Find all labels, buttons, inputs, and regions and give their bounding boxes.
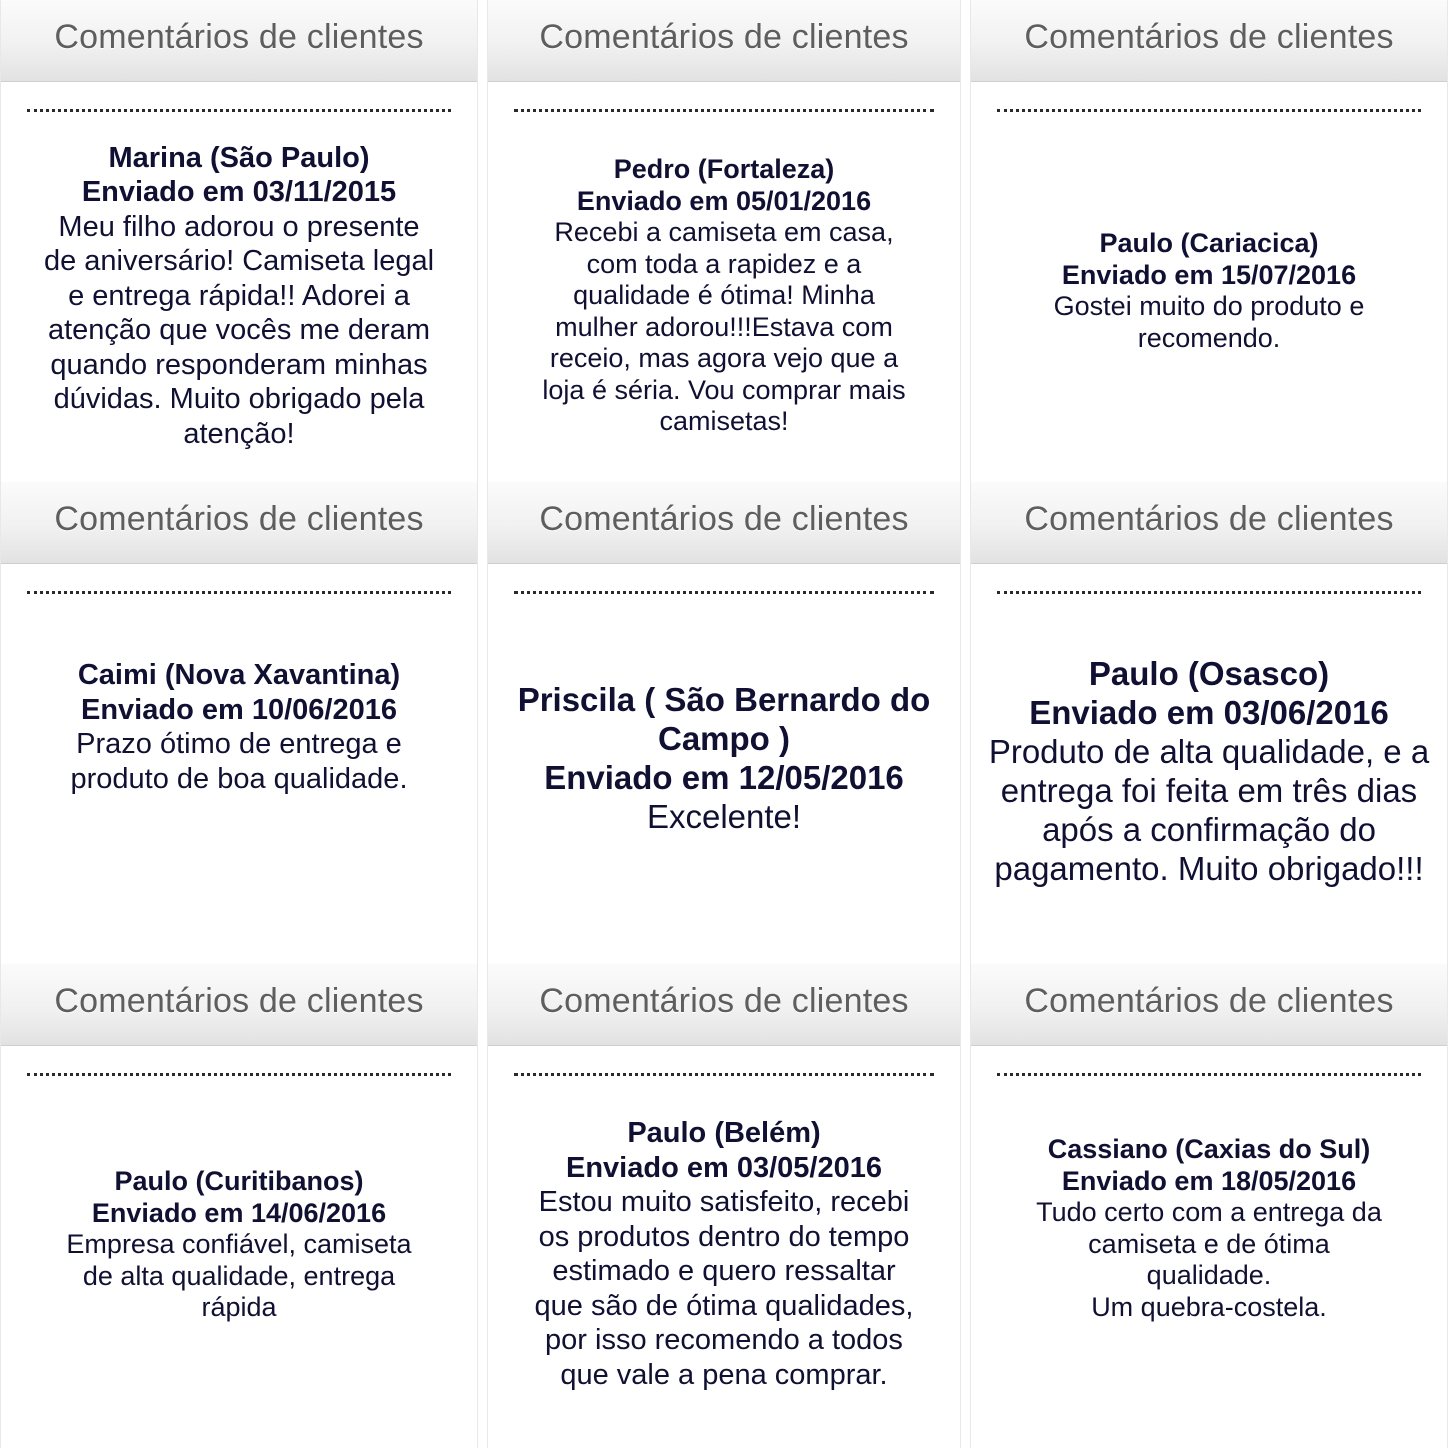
review-body bbox=[991, 1084, 1427, 1438]
reviewer-name: Pedro (Fortaleza) bbox=[613, 154, 835, 185]
reviewer-name: Cassiano (Caxias do Sul) bbox=[1047, 1134, 1371, 1164]
card-title: Comentários de clientes bbox=[539, 500, 909, 538]
review-body bbox=[508, 602, 940, 954]
review-body bbox=[21, 1084, 457, 1438]
card-header bbox=[1, 964, 477, 1046]
dotted-divider bbox=[514, 1073, 934, 1077]
reviewer-name: Marina (São Paulo) bbox=[108, 141, 370, 174]
review-body bbox=[498, 1084, 950, 1438]
card-header bbox=[1, 0, 477, 82]
review-body bbox=[991, 120, 1427, 472]
card-header bbox=[488, 482, 960, 564]
review-body bbox=[21, 120, 457, 472]
card-title: Comentários de clientes bbox=[1024, 500, 1394, 538]
dotted-divider bbox=[514, 109, 934, 113]
dotted-divider bbox=[997, 109, 1421, 113]
reviewer-name: Paulo (Cariacica) bbox=[1099, 228, 1319, 258]
card-title: Comentários de clientes bbox=[539, 982, 909, 1020]
dotted-divider bbox=[997, 591, 1421, 595]
review-date: Enviado em 10/06/2016 bbox=[81, 693, 397, 726]
dotted-divider bbox=[27, 1073, 451, 1077]
review-body bbox=[21, 602, 457, 954]
review-card bbox=[0, 0, 478, 482]
review-card bbox=[970, 482, 1448, 964]
review-card bbox=[970, 964, 1448, 1448]
card-title: Comentários de clientes bbox=[1024, 982, 1394, 1020]
review-date: Enviado em 14/06/2016 bbox=[91, 1197, 387, 1228]
review-card bbox=[0, 482, 478, 964]
review-text: Tudo certo com a entrega da camiseta e de ótima qualidade. Um quebra-costela. bbox=[1036, 1197, 1382, 1322]
review-text: Prazo ótimo de entrega e produto de boa qualidade. bbox=[70, 728, 408, 795]
card-header bbox=[1, 482, 477, 564]
dotted-divider bbox=[514, 591, 934, 595]
review-body bbox=[977, 602, 1441, 954]
review-text: Gostei muito do produto e recomendo. bbox=[1053, 291, 1365, 353]
dotted-divider bbox=[27, 109, 451, 113]
card-header bbox=[488, 964, 960, 1046]
review-text: Recebi a camiseta em casa, com toda a rapidez e a qualidade é ótima! Minha mulher adorou!!!Estava com receio, mas agora vejo que a loja é séria. Vou comprar mais camisetas! bbox=[542, 217, 906, 437]
review-date: Enviado em 18/05/2016 bbox=[1061, 1165, 1357, 1196]
review-date: Enviado em 03/05/2016 bbox=[566, 1151, 882, 1184]
reviewer-name: Paulo (Curitibanos) bbox=[114, 1166, 364, 1196]
review-card bbox=[970, 0, 1448, 482]
review-date: Enviado em 15/07/2016 bbox=[1061, 259, 1357, 290]
card-title: Comentários de clientes bbox=[54, 18, 424, 56]
review-body bbox=[508, 120, 940, 472]
review-date: Enviado em 05/01/2016 bbox=[576, 185, 872, 216]
review-text: Produto de alta qualidade, e a entrega foi feita em três dias após a confirmação do pagamento. Muito obrigado!!! bbox=[988, 733, 1430, 887]
review-card bbox=[487, 0, 961, 482]
review-card bbox=[487, 964, 961, 1448]
review-text: Excelente! bbox=[646, 798, 802, 835]
reviewer-name: Paulo (Osasco) bbox=[1088, 655, 1330, 692]
review-text: Estou muito satisfeito, recebi os produtos dentro do tempo estimado e quero ressaltar que são de ótima qualidades, por isso recomendo a todos que vale a pena comprar. bbox=[534, 1186, 914, 1391]
card-title: Comentários de clientes bbox=[54, 982, 424, 1020]
review-card bbox=[487, 482, 961, 964]
card-header bbox=[971, 482, 1447, 564]
review-card bbox=[0, 964, 478, 1448]
card-header bbox=[971, 0, 1447, 82]
reviewer-name: Caimi (Nova Xavantina) bbox=[77, 659, 401, 691]
review-date: Enviado em 12/05/2016 bbox=[544, 759, 904, 796]
card-title: Comentários de clientes bbox=[1024, 18, 1394, 56]
card-title: Comentários de clientes bbox=[54, 500, 424, 538]
dotted-divider bbox=[27, 591, 451, 595]
review-text: Empresa confiável, camiseta de alta qualidade, entrega rápida bbox=[66, 1229, 412, 1322]
reviewer-name: Priscila ( São Bernardo do Campo ) bbox=[517, 681, 931, 757]
review-date: Enviado em 03/06/2016 bbox=[1029, 694, 1389, 731]
review-text: Meu filho adorou o presente de aniversário! Camiseta legal e entrega rápida!! Adorei a atenção que vocês me deram quando responderam minhas dúvidas. Muito obrigado pela atenção! bbox=[43, 210, 435, 450]
card-header bbox=[488, 0, 960, 82]
card-title: Comentários de clientes bbox=[539, 18, 909, 56]
dotted-divider bbox=[997, 1073, 1421, 1077]
card-header bbox=[971, 964, 1447, 1046]
reviewer-name: Paulo (Belém) bbox=[627, 1117, 821, 1149]
review-date: Enviado em 03/11/2015 bbox=[81, 176, 397, 209]
